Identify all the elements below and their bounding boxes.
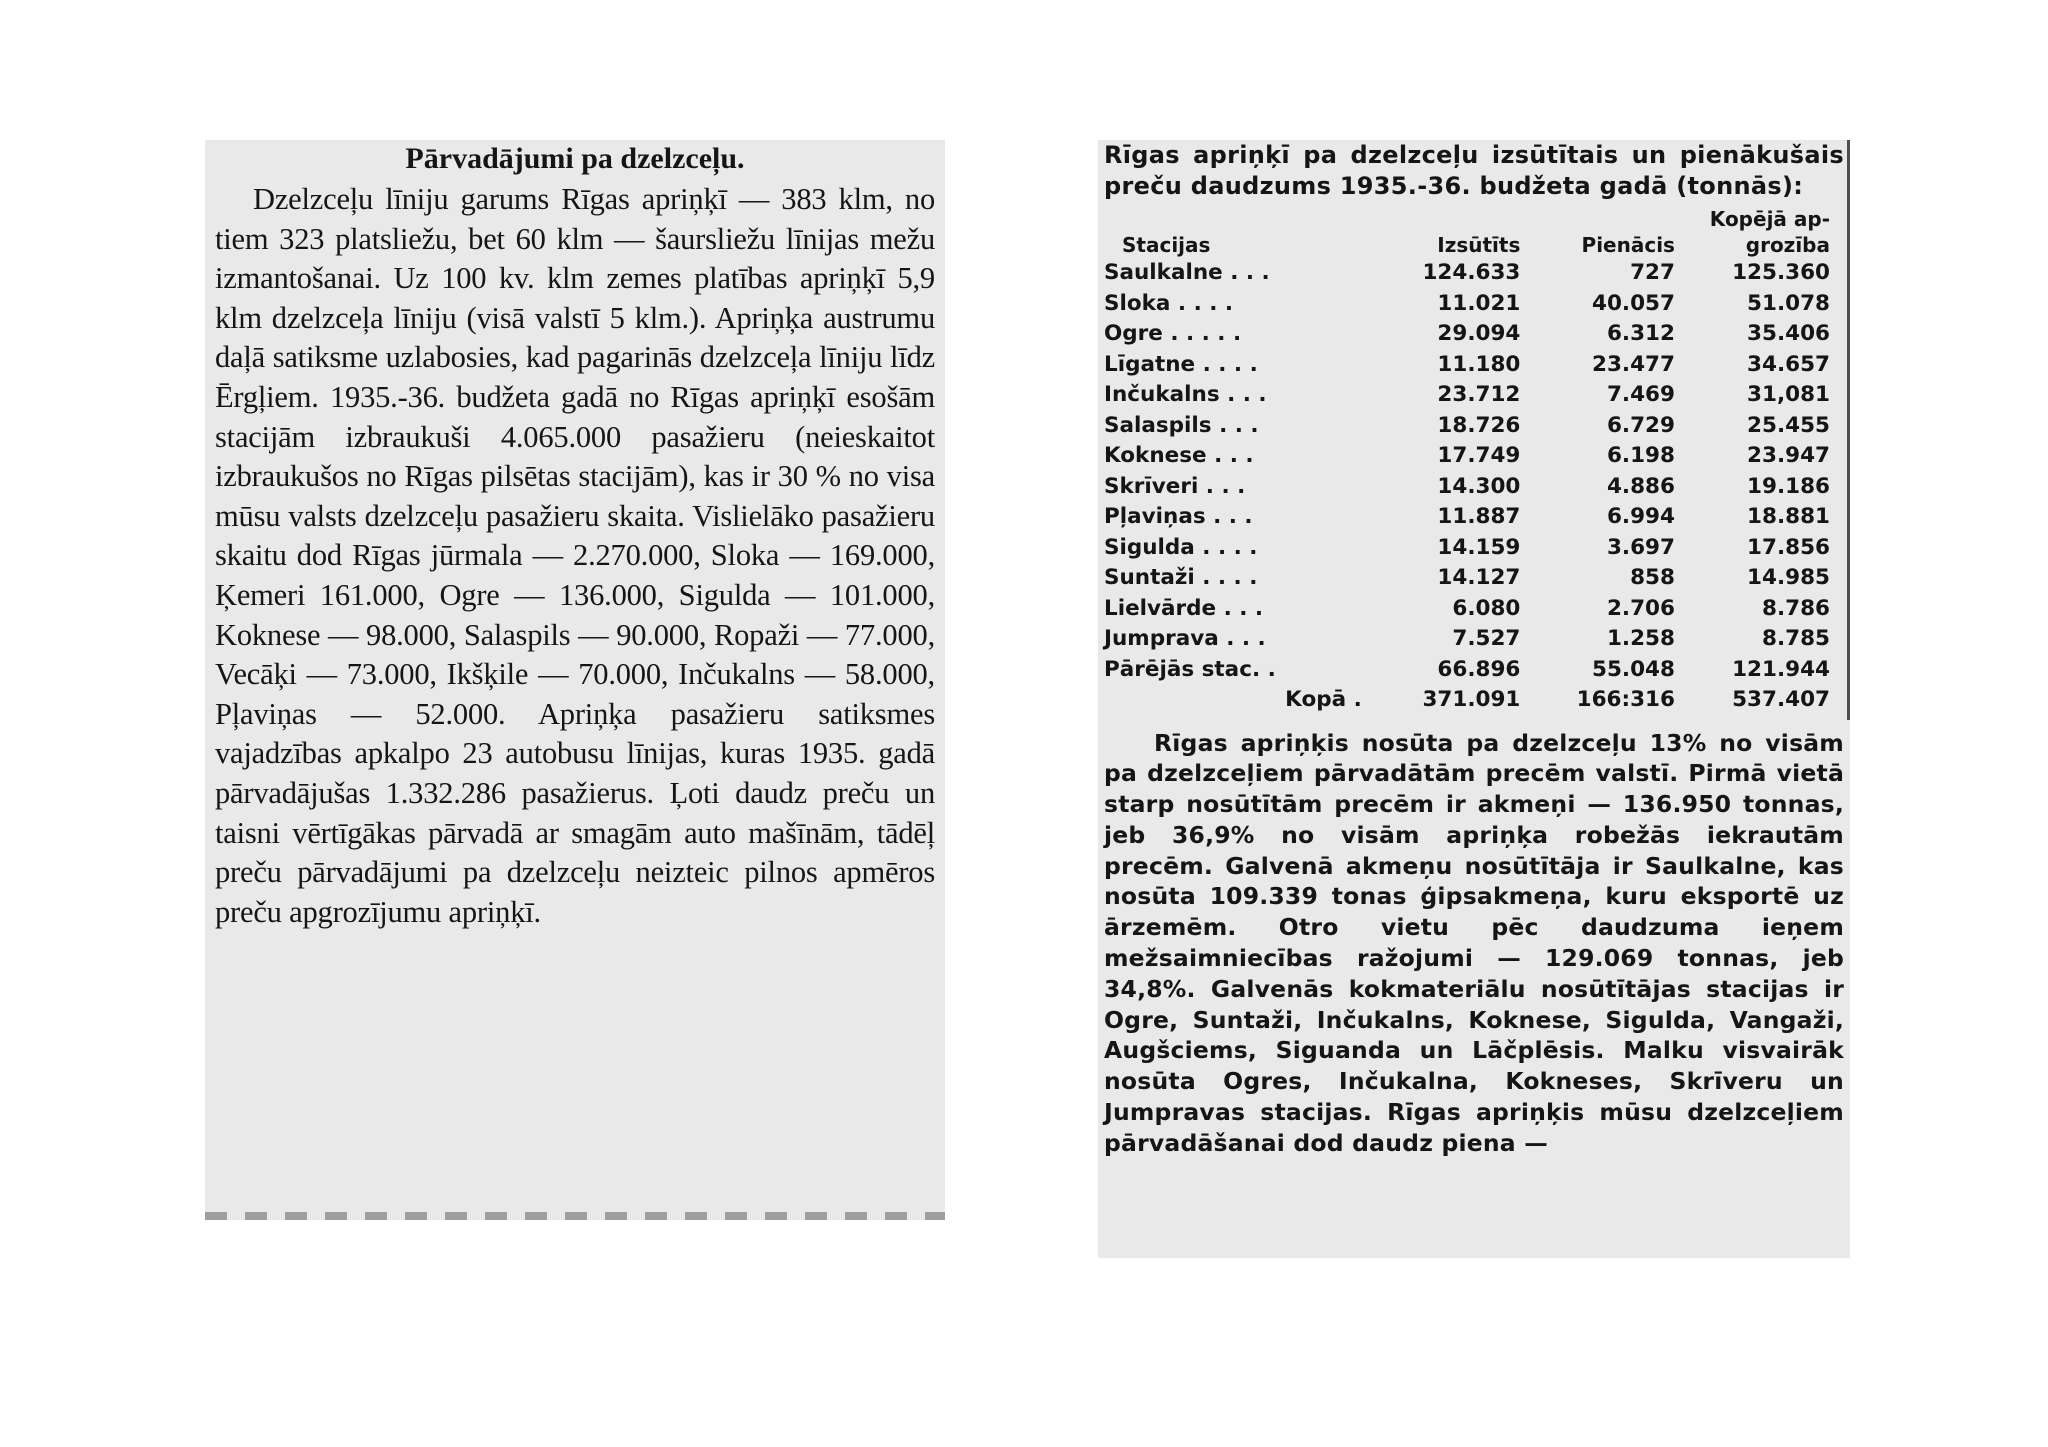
cell-total: 23.947 — [1747, 443, 1830, 468]
table-row — [1104, 289, 1844, 320]
cell-station: Koknese . . . — [1104, 443, 1254, 468]
cell-total: 8.785 — [1761, 626, 1830, 651]
cell-sent: 14.159 — [1437, 534, 1521, 560]
cell-total: 51.078 — [1747, 290, 1830, 316]
cell-sent: 14.300 — [1437, 473, 1521, 499]
column-rule — [1847, 140, 1850, 720]
cell-station: Skrīveri . . . — [1104, 473, 1246, 499]
table-row — [1104, 258, 1844, 289]
cell-arrived: 6.729 — [1606, 412, 1675, 438]
cell-station: Sloka . . . . — [1104, 290, 1234, 316]
table-intro: Rīgas apriņķī pa dzelzceļu izsūtītais un pienākušais preču daudzums 1935.-36. budžeta gadā (tonnās): — [1104, 141, 1844, 200]
table-row — [1104, 655, 1844, 686]
cell-arrived: 166:316 — [1576, 687, 1675, 712]
cell-station: Kopā . — [1285, 687, 1362, 712]
cell-arrived: 3.697 — [1606, 534, 1675, 560]
cell-arrived: 858 — [1630, 565, 1675, 590]
header-total — [1675, 206, 1844, 258]
cell-sent: 124.633 — [1422, 260, 1521, 285]
cell-arrived: 6.994 — [1606, 504, 1675, 529]
cell-total: 537.407 — [1732, 687, 1830, 712]
header-total-line1: Kopējā ap- — [1709, 207, 1830, 231]
table-row — [1104, 411, 1844, 442]
cell-total: 125.360 — [1732, 260, 1830, 285]
table-row — [1104, 319, 1844, 350]
cell-sent: 371.091 — [1422, 687, 1521, 712]
cell-sent: 18.726 — [1437, 412, 1521, 438]
table-row — [1104, 502, 1844, 533]
table-row — [1104, 380, 1844, 411]
cell-arrived: 727 — [1630, 260, 1675, 285]
cell-sent: 11.887 — [1437, 504, 1521, 529]
table-total-row — [1104, 685, 1844, 716]
cell-total: 18.881 — [1747, 504, 1830, 529]
cell-arrived: 55.048 — [1592, 656, 1675, 682]
cell-total: 25.455 — [1747, 412, 1830, 438]
table-row — [1104, 533, 1844, 564]
cell-sent: 7.527 — [1452, 626, 1521, 651]
cell-arrived: 6.198 — [1606, 443, 1675, 468]
cell-sent: 23.712 — [1437, 382, 1521, 407]
cell-sent: 17.749 — [1437, 443, 1521, 468]
left-article-clipping — [205, 140, 945, 1220]
cell-station: Jumprava . . . — [1104, 626, 1266, 651]
cell-total: 14.985 — [1747, 565, 1830, 590]
cell-sent: 66.896 — [1437, 656, 1521, 682]
cell-station: Līgatne . . . . — [1104, 351, 1258, 377]
cell-sent: 11.021 — [1437, 290, 1521, 316]
cell-sent: 14.127 — [1437, 565, 1521, 590]
cell-station: Sigulda . . . . — [1104, 534, 1258, 560]
cell-station: Lielvārde . . . — [1104, 595, 1264, 621]
article-title: Pārvadājumi pa dzelzceļu. — [405, 142, 745, 175]
cell-station: Saulkalne . . . — [1104, 260, 1270, 285]
cell-station: Inčukalns . . . — [1104, 382, 1267, 407]
cell-total: 8.786 — [1761, 595, 1830, 621]
table-header-row — [1104, 206, 1844, 258]
cell-total: 34.657 — [1747, 351, 1830, 377]
table-row — [1104, 472, 1844, 503]
cell-station: Pļaviņas . . . — [1104, 504, 1253, 529]
cell-arrived: 7.469 — [1606, 382, 1675, 407]
article-body: Dzelzceļu līniju garums Rīgas apriņķī — 383 klm, no tiem 323 platsliežu, bet 60 klm — šaursliežu līnijas mežu izmantošanai. Uz 100 kv. klm zemes platības apriņķī 5,9 klm dzelzceļa līniju (visā valstī 5 klm.). Apriņķa austrumu daļā satiksme uzlabosies, kad pagarinās dzelzceļa līniju līdz Ērgļiem. 1935.-36. budžeta gadā no Rīgas apriņķī esošām stacijām izbraukuši 4.065.000 pasažieru (neieskaitot izbraukušos no Rīgas pilsētas stacijām), kas ir 30 % no visa mūsu valsts dzelzceļu pasažieru skaita. Vislielāko pasažieru skaitu dod Rīgas jūrmala — 2.270.000, Sloka — 169.000, Ķemeri 161.000, Ogre — 136.000, Sigulda — 101.000, Koknese — 98.000, Salaspils — 90.000, Ropaži — 77.000, Vecāķi — 73.000, Ikšķile — 70.000, Inčukalns — 58.000, Pļaviņas — 52.000. Apriņķa pasažieru satiksmes vajadzības apkalpo 23 autobusu līnijas, kuras 1935. gadā pārvadājušas 1.332.286 pasažierus. Ļoti daudz preču un taisni vērtīgākas pārvadā ar smagām auto mašīnām, tādēļ preču pārvadājumi pa dzelzceļu neizteic pilnos apmēros preču apgrozījumu apriņķī. — [215, 182, 935, 929]
cell-arrived: 23.477 — [1592, 351, 1675, 377]
cell-station: Pārējās stac. . — [1104, 656, 1276, 682]
header-station: Stacijas — [1122, 233, 1211, 257]
cell-total: 31,081 — [1747, 382, 1830, 407]
header-total-line2: grozība — [1745, 233, 1830, 257]
cell-total: 35.406 — [1747, 321, 1830, 346]
cell-arrived: 1.258 — [1606, 626, 1675, 651]
cell-sent: 29.094 — [1437, 321, 1521, 346]
cell-sent: 6.080 — [1452, 595, 1521, 621]
freight-table — [1104, 206, 1844, 716]
cell-arrived: 2.706 — [1606, 595, 1675, 621]
table-row — [1104, 441, 1844, 472]
cell-station: Suntaži . . . . — [1104, 565, 1258, 590]
right-article-clipping — [1098, 140, 1850, 1258]
cell-arrived: 6.312 — [1606, 321, 1675, 346]
clipping-cut-edge — [205, 1212, 945, 1220]
cell-total: 17.856 — [1747, 534, 1830, 560]
article-body-right: Rīgas apriņķis nosūta pa dzelzceļu 13% no visām pa dzelzceļiem pārvadātām precēm valstī. Pirmā vietā starp nosūtītām precēm ir akmeņi — 136.950 tonnas, jeb 36,9% no visām apriņķa robežās iekrautām precēm. Galvenā akmeņu nosūtītāja ir Saulkalne, kas nosūta 109.339 tonas ģipsakmeņa, kuru eksportē uz ārzemēm. Otro vietu pēc daudzuma ieņem mežsaimniecības ražojumi — 129.069 tonnas, jeb 34,8%. Galvenās kokmateriālu nosūtītājas stacijas ir Ogre, Suntaži, Inčukalns, Koknese, Sigulda, Vangaži, Augšciems, Siguanda un Lāčplēsis. Malku visvairāk nosūta Ogres, Inčukalna, Kokneses, Skrīveru un Jumpravas stacijas. Rīgas apriņķis mūsu dzelzceļiem pārvadāšanai dod daudz piena — — [1104, 728, 1844, 1157]
header-sent: Izsūtīts — [1437, 233, 1521, 257]
table-row — [1104, 624, 1844, 655]
cell-station: Ogre . . . . . — [1104, 321, 1242, 346]
cell-arrived: 40.057 — [1592, 290, 1675, 316]
table-row — [1104, 350, 1844, 381]
table-row — [1104, 594, 1844, 625]
cell-arrived: 4.886 — [1606, 473, 1675, 499]
cell-sent: 11.180 — [1437, 351, 1521, 377]
header-arrived: Pienācis — [1581, 233, 1675, 257]
cell-station: Salaspils . . . — [1104, 412, 1259, 438]
cell-total: 19.186 — [1747, 473, 1830, 499]
cell-total: 121.944 — [1732, 656, 1830, 682]
table-row — [1104, 563, 1844, 594]
